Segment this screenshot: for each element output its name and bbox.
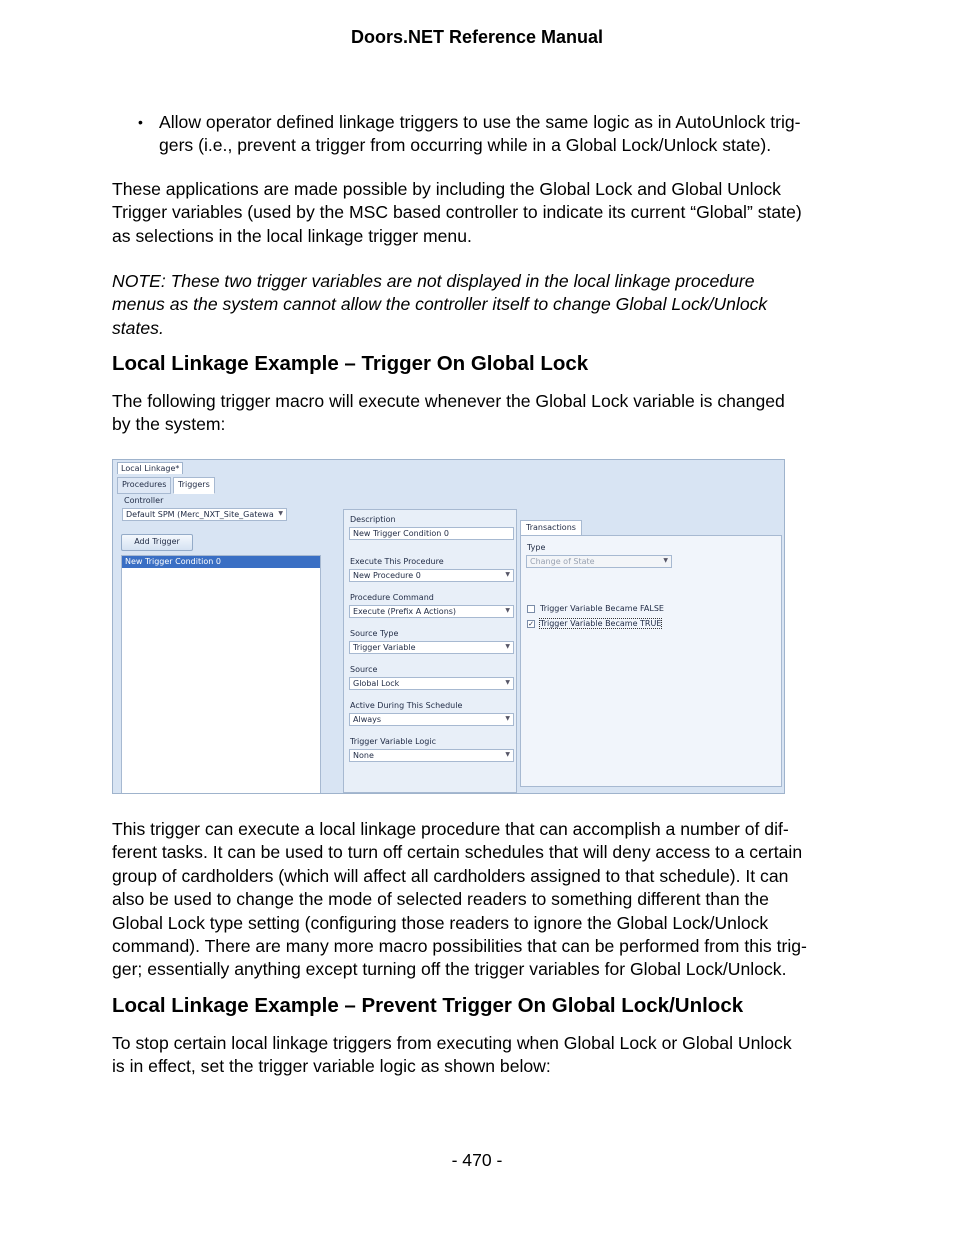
page-header: Doors.NET Reference Manual	[350, 27, 604, 47]
text-line: states.	[112, 317, 164, 338]
section-heading: Local Linkage Example – Trigger On Global Lock	[112, 352, 589, 375]
controller-select[interactable]	[122, 508, 287, 521]
dropdown-arrow-icon: ▼	[505, 751, 510, 758]
text-line: Global Lock type setting (configuring those readers to ignore the Global Lock/Unlock	[112, 912, 769, 933]
procedure-command-value: Execute (Prefix A Actions)	[353, 607, 457, 616]
procedure-command-select[interactable]	[349, 605, 514, 618]
tab-transactions[interactable]: Transactions	[520, 520, 582, 536]
text-line: ger; essentially anything except turning off the trigger variables for Global Lock/Unlock.	[112, 959, 787, 980]
text-line: This trigger can execute a local linkage procedure that can accomplish a number of dif-	[112, 819, 789, 839]
execute-procedure-label: Execute This Procedure	[350, 557, 444, 566]
tab-triggers[interactable]: Triggers	[173, 477, 215, 494]
dropdown-arrow-icon: ▼	[505, 571, 510, 578]
dropdown-arrow-icon: ▼	[663, 557, 668, 564]
source-label: Source	[350, 665, 378, 674]
became-false-label: Trigger Variable Became FALSE	[540, 604, 664, 613]
text-line: ferent tasks. It can be used to turn off certain schedules that will deny access to a certain	[112, 842, 803, 863]
text-line: These applications are made possible by including the Global Lock and Global Unlock	[112, 179, 781, 199]
local-linkage-screenshot	[112, 459, 785, 794]
trigger-logic-value: None	[353, 751, 374, 760]
dropdown-arrow-icon: ▼	[505, 679, 510, 686]
page-number: - 470 -	[451, 1150, 503, 1170]
source-type-select[interactable]	[349, 641, 514, 654]
type-value: Change of State	[530, 557, 595, 566]
source-type-label: Source Type	[350, 629, 399, 638]
schedule-value: Always	[353, 715, 382, 724]
dropdown-arrow-icon: ▼	[505, 643, 510, 650]
text-line: as selections in the local linkage trigger menu.	[112, 225, 472, 246]
trigger-list	[121, 555, 321, 794]
type-select	[526, 555, 672, 568]
text-line: group of cardholders (which will affect all cardholders assigned to that schedule). It can	[112, 865, 789, 886]
transactions-content	[520, 535, 782, 787]
paragraph-stop-triggers	[112, 1032, 847, 1079]
text-line: The following trigger macro will execute whenever the Global Lock variable is changed	[112, 391, 785, 411]
list-item[interactable]	[122, 556, 320, 568]
execute-procedure-value: New Procedure 0	[353, 571, 421, 580]
controller-label: Controller	[124, 496, 164, 505]
trigger-item-label: New Trigger Condition 0	[125, 557, 221, 566]
bullet-line: gers (i.e., prevent a trigger from occurring while in a Global Lock/Unlock state).	[159, 135, 772, 156]
checkmark-icon: ✓	[528, 620, 534, 628]
section-heading: Local Linkage Example – Prevent Trigger On Global Lock/Unlock	[112, 994, 744, 1017]
paragraph-intro	[112, 390, 847, 437]
became-true-label: Trigger Variable Became TRUE	[540, 619, 662, 628]
source-value: Global Lock	[353, 679, 400, 688]
paragraph-applications	[112, 178, 847, 248]
dropdown-arrow-icon: ▼	[505, 607, 510, 614]
text-line: NOTE: These two trigger variables are not displayed in the local linkage procedure	[112, 271, 755, 291]
tab-procedures[interactable]: Procedures	[117, 477, 171, 494]
document-tab[interactable]: Local Linkage*	[117, 462, 183, 474]
execute-procedure-select[interactable]	[349, 569, 514, 582]
text-line: is in effect, set the trigger variable logic as shown below:	[112, 1056, 551, 1077]
text-line: by the system:	[112, 414, 226, 435]
text-line: also be used to change the mode of selected readers to something different than the	[112, 889, 769, 910]
note-paragraph	[112, 270, 847, 340]
description-field[interactable]: New Trigger Condition 0	[349, 527, 514, 540]
type-label: Type	[527, 543, 546, 552]
trigger-list-panel	[117, 494, 341, 794]
bullet-item	[138, 111, 848, 158]
text-line: Trigger variables (used by the MSC based controller to indicate its current “Global” state)	[112, 202, 802, 223]
transactions-panel	[518, 520, 783, 790]
trigger-logic-label: Trigger Variable Logic	[350, 737, 436, 746]
controller-value: Default SPM (Merc_NXT_Site_Gatewa	[126, 510, 274, 519]
source-type-value: Trigger Variable	[353, 643, 416, 652]
add-trigger-button[interactable]: Add Trigger	[121, 534, 193, 551]
bullet-line: Allow operator defined linkage triggers to use the same logic as in AutoUnlock trig-	[159, 112, 801, 132]
dropdown-arrow-icon: ▼	[505, 715, 510, 722]
trigger-properties-panel	[343, 509, 517, 793]
became-true-checkbox[interactable]	[527, 620, 535, 628]
procedure-command-label: Procedure Command	[350, 593, 434, 602]
text-line: command). There are many more macro possibilities that can be performed from this trig-	[112, 936, 807, 957]
schedule-select[interactable]	[349, 713, 514, 726]
text-line: To stop certain local linkage triggers from executing when Global Lock or Global Unlock	[112, 1033, 792, 1053]
paragraph-trigger-tasks	[112, 818, 847, 982]
source-select[interactable]	[349, 677, 514, 690]
text-line: menus as the system cannot allow the controller itself to change Global Lock/Unlock	[112, 294, 768, 315]
became-false-checkbox[interactable]	[527, 605, 535, 613]
bullet-marker: •	[138, 114, 143, 130]
dropdown-arrow-icon: ▼	[278, 510, 283, 517]
description-label: Description	[350, 515, 396, 524]
schedule-label: Active During This Schedule	[350, 701, 463, 710]
trigger-logic-select[interactable]	[349, 749, 514, 762]
